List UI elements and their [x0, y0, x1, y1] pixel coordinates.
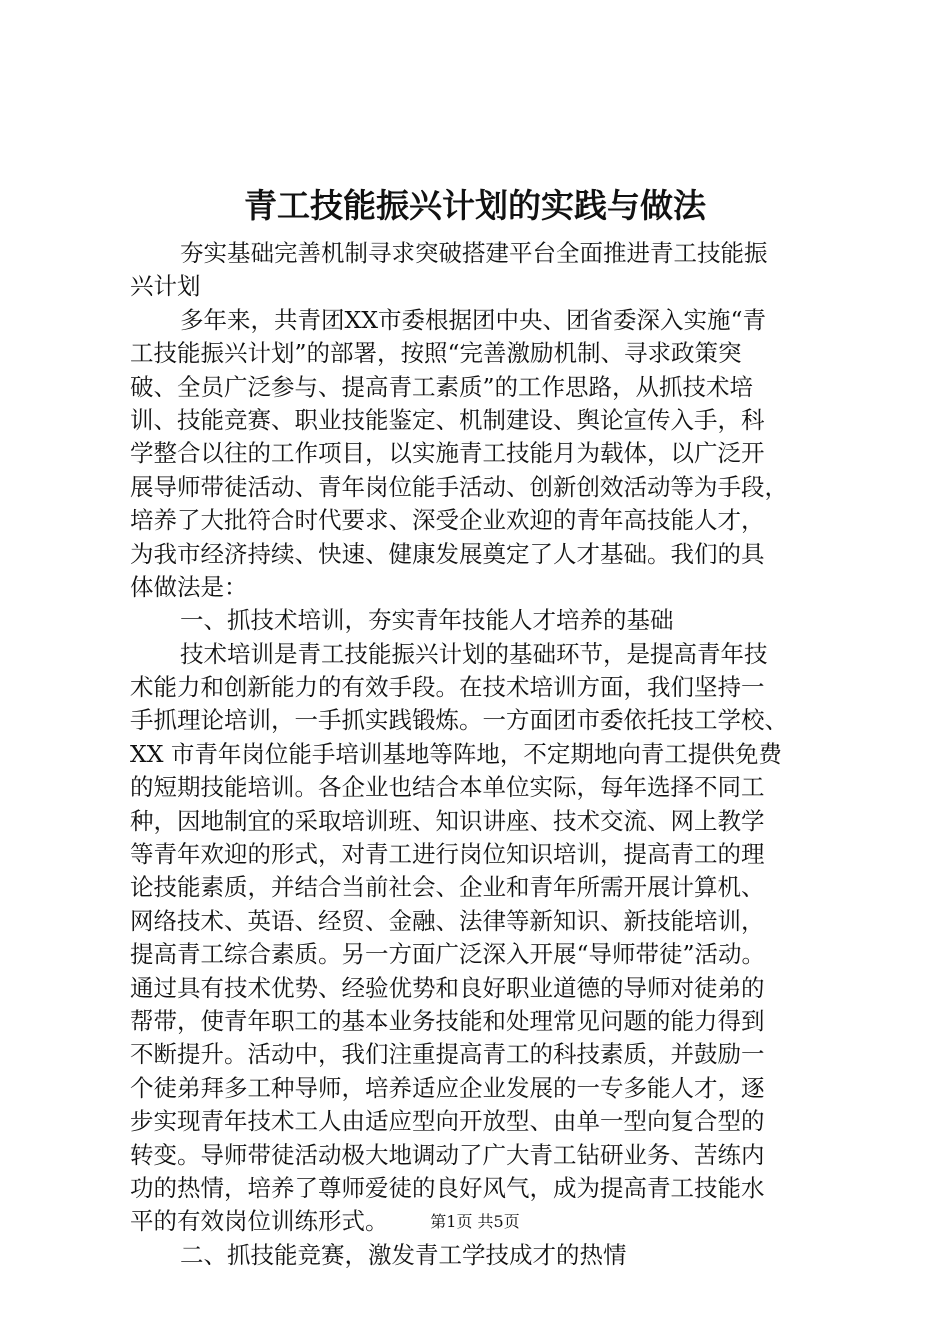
section-heading: 一、抓技术培训，夯实青年技能人才培养的基础: [180, 606, 674, 635]
paragraph-line: 平的有效岗位训练形式。: [130, 1207, 389, 1236]
paragraph-line: 训、技能竞赛、职业技能鉴定、机制建设、舆论宣传入手，科: [130, 405, 765, 434]
paragraph-line: 展导师带徒活动、青年岗位能手活动、创新创效活动等为手段，: [130, 472, 788, 501]
paragraph-line: 网络技术、英语、经贸、金融、法律等新知识、新技能培训，: [130, 906, 765, 935]
page-indicator: 第1页 共5页: [430, 1212, 520, 1231]
paragraph-line: 种，因地制宜的采取培训班、知识讲座、技术交流、网上教学: [130, 806, 765, 835]
section-heading: 二、抓技能竞赛，激发青工学技成才的热情: [180, 1240, 627, 1269]
paragraph-line: 兴计划: [130, 272, 201, 301]
paragraph-line: 手抓理论培训，一手抓实践锻炼。一方面团市委依托技工学校、: [130, 706, 788, 735]
document-title: 青工技能振兴计划的实践与做法: [244, 186, 706, 225]
paragraph-line: 工技能振兴计划”的部署，按照“完善激励机制、寻求政策突: [130, 339, 742, 368]
paragraph-line: 术能力和创新能力的有效手段。在技术培训方面，我们坚持一: [130, 673, 765, 702]
paragraph-line: 通过具有技术优势、经验优势和良好职业道德的导师对徒弟的: [130, 973, 765, 1002]
paragraph-line: 转变。导师带徒活动极大地调动了广大青工钻研业务、苦练内: [130, 1140, 765, 1169]
paragraph-line: XX 市青年岗位能手培训基地等阵地，不定期地向青工提供免费: [130, 739, 782, 768]
paragraph-line: 等青年欢迎的形式，对青工进行岗位知识培训，提高青工的理: [130, 840, 765, 869]
paragraph-line: 步实现青年技术工人由适应型向开放型、由单一型向复合型的: [130, 1107, 765, 1136]
paragraph-line: 功的热情，培养了尊师爱徒的良好风气，成为提高青工技能水: [130, 1173, 765, 1202]
paragraph-line: 学整合以往的工作项目，以实施青工技能月为载体，以广泛开: [130, 439, 765, 468]
paragraph-line: 破、全员广泛参与、提高青工素质”的工作思路，从抓技术培: [130, 372, 754, 401]
paragraph-line: 培养了大批符合时代要求、深受企业欢迎的青年高技能人才，: [130, 506, 765, 535]
paragraph-line: 为我市经济持续、快速、健康发展奠定了人才基础。我们的具: [130, 539, 765, 568]
paragraph-line: 帮带，使青年职工的基本业务技能和处理常见问题的能力得到: [130, 1006, 765, 1035]
paragraph-line: 体做法是：: [130, 572, 248, 601]
paragraph-line: 个徒弟拜多工种导师，培养适应企业发展的一专多能人才，逐: [130, 1073, 765, 1102]
paragraph-line: 论技能素质，并结合当前社会、企业和青年所需开展计算机、: [130, 873, 765, 902]
document-body: [130, 237, 830, 1272]
paragraph-line: 夯实基础完善机制寻求突破搭建平台全面推进青工技能振: [180, 239, 768, 267]
paragraph-line: 多年来，共青团XX市委根据团中央、团省委深入实施“青: [180, 305, 766, 334]
paragraph-line: 提高青工综合素质。另一方面广泛深入开展“导师带徒”活动。: [130, 940, 766, 969]
paragraph-line: 不断提升。活动中，我们注重提高青工的科技素质，并鼓励一: [130, 1040, 765, 1069]
paragraph-line: 的短期技能培训。各企业也结合本单位实际，每年选择不同工: [130, 773, 765, 802]
paragraph-line: 技术培训是青工技能振兴计划的基础环节，是提高青年技: [180, 639, 768, 668]
